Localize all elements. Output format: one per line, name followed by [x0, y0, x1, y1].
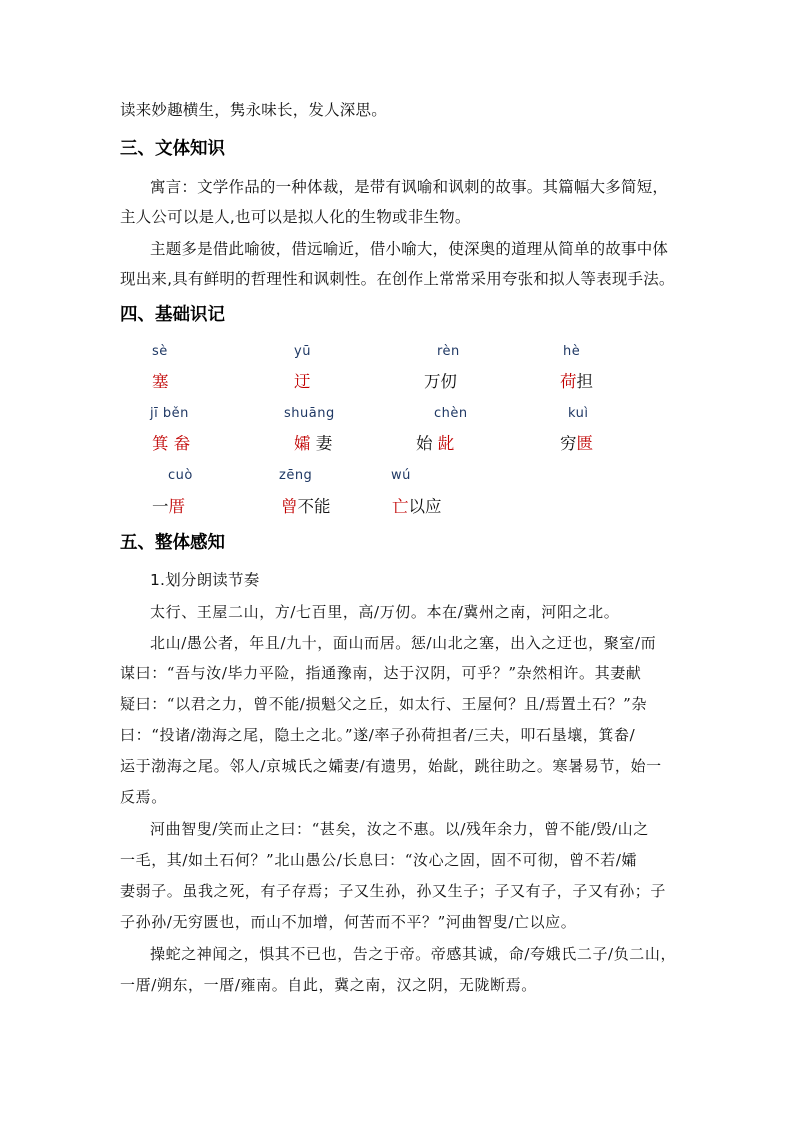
- text-line: 疑曰：“以君之力，曾不能/损魁父之丘，如太行、王屋何？且/焉置土石？”杂: [120, 695, 648, 713]
- plain-char: 一: [152, 497, 169, 516]
- vocab-word: [294, 371, 311, 393]
- pinyin-label: yū: [294, 344, 311, 359]
- highlighted-char: 亡: [392, 497, 409, 516]
- vocab-word: [392, 496, 442, 518]
- vocab-word: [424, 371, 457, 393]
- pinyin-label: zēng: [279, 468, 313, 483]
- paragraph-line: 寓言：文学作品的一种体裁，是带有讽喻和讽刺的故事。其篇幅大多简短，: [150, 178, 669, 196]
- subheading: 1.划分朗读节奏: [150, 571, 260, 589]
- highlighted-char: 箕 畚: [152, 434, 191, 453]
- text-line: 子孙孙/无穷匮也，而山不加增，何苦而不平？”河曲智叟/亡以应。: [120, 913, 577, 931]
- section-heading-3: 三、文体知识: [120, 139, 225, 159]
- plain-char: 万: [424, 372, 441, 391]
- vocab-word: [152, 496, 185, 518]
- text-line: 运于渤海之尾。邻人/京城氏之孀妻/有遗男，始龀，跳往助之。寒暑易节，始一: [120, 757, 662, 775]
- pinyin-label: kuì: [568, 406, 589, 421]
- plain-char: 始: [416, 434, 438, 453]
- vocab-word: [560, 371, 593, 393]
- pinyin-label: wú: [391, 468, 411, 483]
- pinyin-label: hè: [563, 344, 581, 359]
- paragraph-line: 主人公可以是人,也可以是拟人化的生物或非生物。: [120, 208, 471, 226]
- text-line: 谋曰：“吾与汝/毕力平险，指通豫南，达于汉阴，可乎？”杂然相许。其妻献: [120, 664, 642, 682]
- text-line: 太行、王屋二山，方/七百里，高/万仞。本在/冀州之南，河阳之北。: [150, 603, 620, 621]
- highlighted-char: 孀: [294, 434, 311, 453]
- plain-char: 不能: [297, 497, 331, 516]
- highlighted-char: 塞: [152, 372, 169, 391]
- vocab-word: [416, 433, 454, 455]
- highlighted-char: 龀: [437, 434, 455, 453]
- vocab-word: [294, 433, 332, 455]
- vocab-word: [152, 371, 169, 393]
- pinyin-label: sè: [152, 344, 168, 359]
- text-line: 反焉。: [120, 788, 167, 806]
- pinyin-label: cuò: [168, 468, 193, 483]
- section-heading-4: 四、基础识记: [120, 305, 225, 325]
- plain-char: 以应: [408, 497, 442, 516]
- pinyin-label: shuāng: [284, 406, 335, 421]
- highlighted-char: 荷: [560, 372, 577, 391]
- vocab-word: [152, 433, 190, 455]
- plain-char: 妻: [310, 434, 333, 453]
- highlighted-char: 曾: [281, 497, 298, 516]
- vocab-word: [560, 433, 593, 455]
- plain-char: 仞: [440, 372, 457, 391]
- text-line: 北山/愚公者，年且/九十，面山而居。惩/山北之塞，出入之迂也，聚室/而: [150, 634, 657, 652]
- text-line: 操蛇之神闻之，惧其不已也，告之于帝。帝感其诚，命/夸娥氏二子/负二山，: [150, 945, 677, 963]
- paragraph-line: 现出来,具有鲜明的哲理性和讽刺性。在创作上常常采用夸张和拟人等表现手法。: [120, 270, 675, 288]
- intro-line: 读来妙趣横生，隽永味长，发人深思。: [120, 101, 387, 119]
- text-line: 一毛，其/如土石何？”北山愚公/长息曰：“汝心之固，固不可彻，曾不若/孀: [120, 851, 638, 869]
- paragraph-line: 主题多是借此喻彼，借远喻近，借小喻大，使深奥的道理从简单的故事中体: [150, 240, 669, 258]
- pinyin-label: jī běn: [150, 406, 189, 421]
- text-line: 一厝/朔东，一厝/雍南。自此，冀之南，汉之阴，无陇断焉。: [120, 976, 537, 994]
- highlighted-char: 匮: [576, 434, 593, 453]
- pinyin-label: chèn: [434, 406, 468, 421]
- plain-char: 穷: [560, 434, 577, 453]
- plain-char: 担: [576, 372, 593, 391]
- text-line: 曰：“投诸/渤海之尾，隐土之北。”遂/率子孙荷担者/三夫，叩石垦壤，箕畚/: [120, 726, 636, 744]
- highlighted-char: 厝: [168, 497, 185, 516]
- text-line: 妻弱子。虽我之死，有子存焉；子又生孙，孙又生子；子又有子，子又有孙；子: [120, 882, 667, 900]
- section-heading-5: 五、整体感知: [120, 533, 225, 553]
- vocab-word: [281, 496, 331, 518]
- pinyin-label: rèn: [437, 344, 460, 359]
- text-line: 河曲智叟/笑而止之曰：“甚矣，汝之不惠。以/残年余力，曾不能/毁/山之: [150, 820, 649, 838]
- highlighted-char: 迂: [294, 372, 311, 391]
